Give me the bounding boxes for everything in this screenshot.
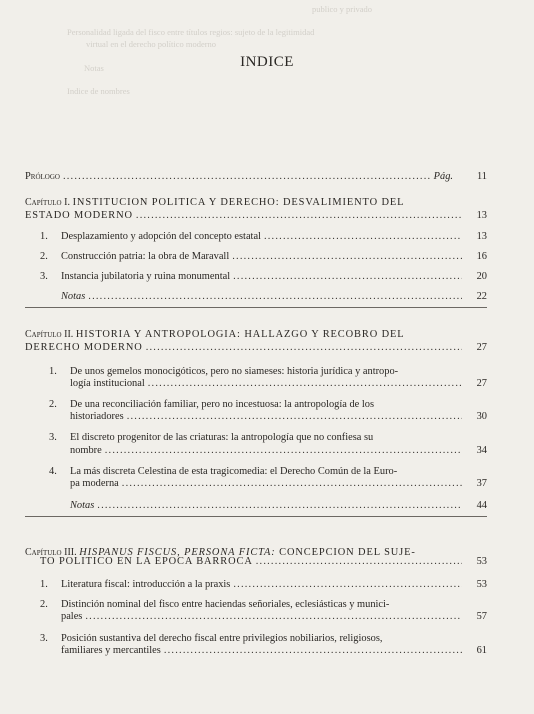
page-number: 53 <box>476 579 487 590</box>
section-title: Posición sustantiva del derecho fiscal entre privilegios nobiliarios, religiosos, <box>61 633 383 644</box>
section-title: De una reconciliación familiar, pero no incestuosa: la antropología de los <box>70 399 374 410</box>
section-title: Distinción nominal del fisco entre haciendas señoriales, eclesiásticas y munici- <box>61 599 390 610</box>
section-title: familiares y mercantiles <box>61 645 161 656</box>
chapter-title: CONCEPCION DEL SUJE- <box>275 547 416 558</box>
page-number: 27 <box>476 378 487 389</box>
leader-dots <box>232 251 462 263</box>
toc-entry <box>61 579 487 591</box>
chapter-title: ESTADO MODERNO <box>25 210 133 221</box>
toc-entry <box>61 611 487 623</box>
separator-rule <box>25 516 487 517</box>
section-number: 3. <box>49 432 57 443</box>
chapter-title: INSTITUCION POLITICA Y DERECHO: DESVALIMIENTO DEL <box>72 197 405 208</box>
bleed-line: Indice de nombres <box>67 86 130 96</box>
toc-entry <box>70 411 487 423</box>
leader-dots <box>88 291 462 303</box>
leader-dots <box>122 478 462 490</box>
section-title: logía institucional <box>70 378 145 389</box>
leader-dots <box>233 271 462 283</box>
section-number: 3. <box>40 271 48 282</box>
page-number: 30 <box>476 411 487 422</box>
toc-entry-notas <box>70 500 487 512</box>
pag-word: Pág. <box>433 171 453 182</box>
leader-dots <box>256 556 462 568</box>
leader-dots <box>233 579 462 591</box>
leader-dots <box>264 231 462 243</box>
section-number: 1. <box>40 579 48 590</box>
toc-entry <box>61 271 487 283</box>
toc-entry <box>70 478 487 490</box>
section-title: pales <box>61 611 83 622</box>
bleed-line: Personalidad ligada del fisco entre títulos regios: sujeto de la legitimidad <box>67 27 315 37</box>
section-title: El discreto progenitor de las criaturas: la antropología que no confiesa su <box>70 432 374 443</box>
page-number: 11 <box>476 171 487 182</box>
leader-dots <box>136 210 462 222</box>
toc-entry <box>70 378 487 390</box>
bleed-line: Notas <box>84 63 104 73</box>
leader-dots <box>127 411 462 423</box>
page-number: 16 <box>476 251 487 262</box>
toc-entry <box>61 231 487 243</box>
page-number: 13 <box>476 210 487 221</box>
page-number: 44 <box>476 500 487 511</box>
leader-dots <box>85 611 462 623</box>
bleed-line: virtual en el derecho político moderno <box>86 39 217 49</box>
section-number: 3. <box>40 633 48 644</box>
prologo-label: Prólogo <box>25 171 60 182</box>
leader-dots <box>97 500 462 512</box>
page-number: 13 <box>476 231 487 242</box>
page-number: 37 <box>476 478 487 489</box>
chapter-title: TO POLITICO EN LA EPOCA BARROCA <box>40 556 253 567</box>
section-title: Instancia jubilatoria y ruina monumental <box>61 271 231 282</box>
section-title: Literatura fiscal: introducción a la praxis <box>61 579 231 590</box>
section-number: 2. <box>40 251 48 262</box>
section-number: 2. <box>49 399 57 410</box>
page-number: 61 <box>476 645 487 656</box>
chapter-label: Capítulo II. <box>25 329 74 340</box>
section-title: nombre <box>70 445 102 456</box>
notas-label: Notas <box>70 500 95 511</box>
section-number: 1. <box>40 231 48 242</box>
chapter-heading <box>25 328 487 341</box>
section-title: De unos gemelos monocigóticos, pero no siameses: historia jurídica y antropo- <box>70 366 399 377</box>
chapter-title-italic: HISPANUS FISCUS, PERSONA FICTA: <box>79 547 276 558</box>
toc-entry-notas <box>61 291 487 303</box>
page-number: 27 <box>476 342 487 353</box>
page-number: 22 <box>476 291 487 302</box>
chapter-label: Capítulo III. <box>25 547 77 558</box>
chapter-title-line-2 <box>25 342 487 354</box>
toc-entry <box>61 645 487 657</box>
leader-dots <box>146 342 462 354</box>
section-title: La más discreta Celestina de esta tragicomedia: el Derecho Común de la Euro- <box>70 466 398 477</box>
page-number: 57 <box>476 611 487 622</box>
chapter-heading <box>25 196 487 209</box>
leader-dots <box>164 645 462 657</box>
toc-entry-prologo <box>25 171 487 183</box>
section-number: 2. <box>40 599 48 610</box>
leader-dots <box>148 378 462 390</box>
chapter-title-line-2 <box>25 210 487 222</box>
chapter-title: DERECHO MODERNO <box>25 342 143 353</box>
leader-dots <box>63 171 431 183</box>
chapter-title: HISTORIA Y ANTROPOLOGIA: HALLAZGO Y RECOBRO DEL <box>75 329 405 340</box>
bleed-line: publico y privado <box>312 4 372 14</box>
section-number: 4. <box>49 466 57 477</box>
section-number: 1. <box>49 366 57 377</box>
leader-dots <box>105 445 462 457</box>
separator-rule <box>25 307 487 308</box>
toc-entry <box>61 251 487 263</box>
section-title: pa moderna <box>70 478 119 489</box>
chapter-title-line-2 <box>40 556 487 568</box>
page-number: 34 <box>476 445 487 456</box>
section-title: Desplazamiento y adopción del concepto estatal <box>61 231 261 242</box>
page-number: 20 <box>476 271 487 282</box>
notas-label: Notas <box>61 291 86 302</box>
page-number: 53 <box>476 556 487 567</box>
section-title: historiadores <box>70 411 124 422</box>
chapter-label: Capítulo I. <box>25 197 70 208</box>
section-title: Construcción patria: la obra de Maravall <box>61 251 230 262</box>
toc-entry <box>70 445 487 457</box>
page-title: INDICE <box>240 54 294 70</box>
